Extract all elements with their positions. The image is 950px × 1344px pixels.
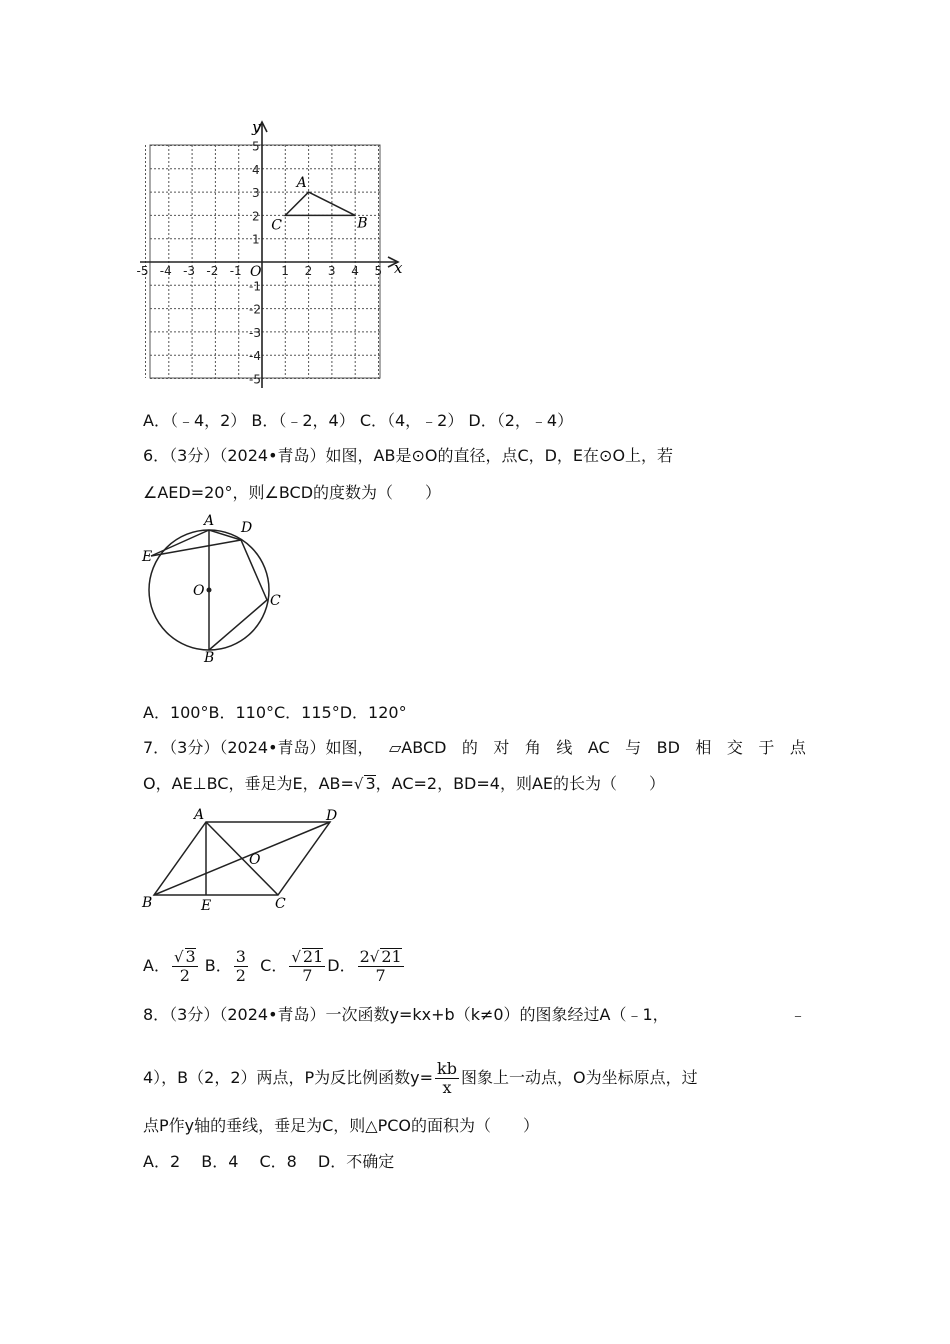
- point-label-c: C: [271, 217, 283, 234]
- q7-word: 点: [789, 738, 806, 757]
- x-tick-label: 3: [327, 264, 336, 278]
- y-tick-label: -2: [249, 302, 261, 317]
- grid-lines: [140, 122, 398, 388]
- q7-word: 角: [524, 738, 541, 757]
- label-c: C: [275, 896, 286, 912]
- label-a: A: [204, 513, 215, 529]
- x-tick-label: 1: [281, 264, 289, 278]
- chord-ed: [151, 540, 241, 556]
- y-tick-label: 2: [252, 209, 260, 224]
- sqrt-sign: √: [353, 775, 364, 793]
- q7-line2-suffix: ，AC=2，BD=4，则AE的长为（ ）: [375, 774, 666, 793]
- q7-stem-line1: [143, 738, 806, 758]
- q7-word: 7．（3分）（2024•青岛）如图，: [143, 738, 374, 757]
- origin-label: O: [250, 264, 262, 280]
- point-label-b: B: [357, 215, 368, 232]
- q8-options: A．2 B．4 C．8 D．不确定: [143, 1152, 395, 1171]
- label-b: B: [204, 650, 215, 666]
- option-d-fraction: $\frac{2√ 21}{7}$: [359, 947, 402, 985]
- q7-word: 于: [758, 738, 775, 757]
- q7-word: 与: [625, 738, 642, 757]
- x-tick-label: -3: [183, 264, 196, 278]
- q7-word: BD: [656, 738, 680, 757]
- option-a-label: A．: [143, 956, 170, 975]
- y-tick-label: -4: [249, 349, 261, 364]
- point-label-a: A: [296, 175, 307, 192]
- q8-line1-tail: ﹣: [789, 1005, 806, 1024]
- y-tick-label: -3: [249, 325, 261, 340]
- label-d: D: [241, 520, 253, 536]
- q8-stem-line1: [143, 1005, 806, 1025]
- option-a-fraction: $\frac{√ 3}{2}$: [173, 947, 196, 985]
- label-b: B: [142, 895, 153, 911]
- q7-word: 交: [726, 738, 743, 757]
- x-tick-label: -1: [229, 264, 242, 278]
- option-d-label: D．: [327, 956, 356, 975]
- q7-word: 相: [695, 738, 712, 757]
- kb-over-x-fraction: $\frac{kb}{x}$: [437, 1059, 457, 1097]
- q5-options: A．（﹣4，2） B．（﹣2，4） C．（4，﹣2） D．（2，﹣4）: [143, 411, 574, 430]
- label-c: C: [270, 593, 281, 609]
- q6-stem-line2: ∠AED=20°，则∠BCD的度数为（ ）: [143, 483, 442, 502]
- option-c-fraction: $\frac{√ 21}{7}$: [291, 947, 324, 985]
- x-tick-label: 2: [304, 264, 313, 278]
- label-e: E: [142, 549, 153, 565]
- q7-word: 线: [556, 738, 573, 757]
- q6-stem-line1: 6．（3分）（2024•青岛）如图，AB是⊙O的直径，点C，D，E在⊙O上，若: [143, 446, 674, 465]
- y-tick-label: 1: [252, 232, 260, 247]
- triangle-abc: [285, 192, 355, 215]
- sqrt-radicand: 3: [365, 774, 376, 793]
- q7-stem-line2: [143, 774, 665, 794]
- label-a: A: [194, 807, 205, 823]
- q8-line2-suffix: 图象上一动点，O为坐标原点，过: [460, 1068, 698, 1087]
- q8-line1-text: 8．（3分）（2024•青岛）一次函数y=kx+b（k≠0）的图象经过A（﹣1，: [143, 1005, 669, 1024]
- q7-word: 的: [461, 738, 478, 757]
- y-tick-label: 4: [252, 162, 260, 177]
- y-tick-label: 3: [252, 186, 260, 201]
- grid-tick-labels: [137, 140, 383, 387]
- x-tick-label: -5: [136, 264, 149, 278]
- q8-stem-line2: [143, 1058, 698, 1098]
- y-tick-label: -1: [249, 279, 261, 294]
- q7-word: 对: [493, 738, 510, 757]
- label-e: E: [201, 898, 212, 914]
- q5-coordinate-grid: [136, 118, 410, 388]
- label-o: O: [193, 583, 205, 599]
- q8-line2-prefix: 4），B（2，2）两点，P为反比例函数y=: [143, 1068, 434, 1087]
- y-tick-label: -5: [249, 372, 261, 387]
- q8-stem-line3: 点P作y轴的垂线，垂足为C，则△PCO的面积为（ ）: [143, 1116, 540, 1135]
- x-axis-label: x: [394, 259, 403, 277]
- y-axis-label: y: [252, 118, 261, 136]
- q7-parallelogram-figure: [140, 806, 350, 916]
- label-o: O: [249, 852, 261, 868]
- center-dot: [207, 588, 212, 593]
- q7-options: [143, 944, 406, 988]
- option-b-label: B．: [204, 956, 232, 975]
- y-tick-label: 5: [252, 139, 260, 154]
- option-b-fraction: $\frac{3}{2}$: [235, 947, 246, 985]
- q7-word: ▱ABCD: [389, 738, 447, 757]
- x-tick-label: -4: [159, 264, 172, 278]
- q6-options: A．100°B．110°C．115°D．120°: [143, 703, 407, 722]
- option-c-label: C．: [260, 956, 288, 975]
- q7-word: AC: [587, 738, 610, 757]
- label-d: D: [326, 808, 338, 824]
- q6-circle-figure: [140, 512, 290, 666]
- x-tick-label: 5: [374, 264, 383, 278]
- x-tick-label: -2: [206, 264, 219, 278]
- x-tick-label: 4: [351, 264, 359, 278]
- q7-line2-prefix: O，AE⊥BC，垂足为E，AB=: [143, 774, 354, 793]
